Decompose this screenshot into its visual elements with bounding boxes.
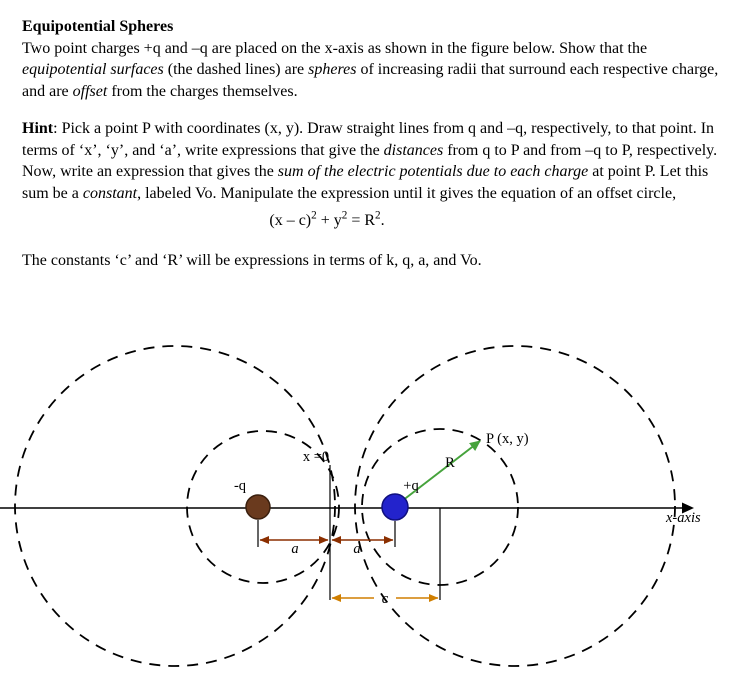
hint-label: Hint xyxy=(22,120,54,137)
text-run: = R xyxy=(347,212,376,229)
text-run: of increasing radii that surround each respective charge, and are xyxy=(22,61,719,100)
text-run: distances xyxy=(383,141,444,159)
text-run: offset xyxy=(72,82,108,100)
figure xyxy=(0,337,744,675)
page-title: Equipotential Spheres xyxy=(22,18,174,35)
document-text xyxy=(22,16,722,271)
equipotential-circle-outer-left xyxy=(15,346,335,666)
text-run: spheres xyxy=(308,61,357,78)
text-run: from the charges themselves. xyxy=(107,82,298,100)
text-run: Two point charges +q and –q are placed on the x-axis as shown in the figure below. Show that the xyxy=(22,39,648,57)
intro-paragraph xyxy=(22,38,722,103)
pos-charge-dot xyxy=(382,494,408,520)
text-run: (the dashed lines) are xyxy=(163,61,309,78)
hint-paragraph xyxy=(22,118,722,204)
text-run: , labeled Vo. Manipulate the expression until it gives the equation of an offset circle, xyxy=(137,184,677,202)
text-run: sum of the electric potentials due to each charge xyxy=(277,163,589,180)
point-p-label: P (x, y) xyxy=(486,431,529,447)
text-run: + y xyxy=(316,212,342,229)
text-run: at point P. Let this sum be a xyxy=(22,163,709,202)
radius-label: R xyxy=(445,455,455,471)
text-run: equipotential surfaces xyxy=(22,61,164,78)
superscript: 2 xyxy=(311,209,317,222)
text-run: (x – c) xyxy=(269,212,312,229)
x-axis-label: x-axis xyxy=(666,510,701,526)
superscript: 2 xyxy=(341,209,348,222)
figure-svg xyxy=(0,337,744,675)
text-run: from q to P and from –q to P, respectively. Now, write an expression that gives the xyxy=(22,141,718,180)
pos-charge-label: +q xyxy=(403,478,419,494)
text-run: : Pick a point P with coordinates (x, y). Draw straight lines from q and –q, respectively, to that point. In terms of ‘x’, ‘y’, and ‘a’, write expressions that give the xyxy=(22,120,715,159)
text-run: . xyxy=(380,212,385,229)
neg-charge-dot xyxy=(246,495,270,519)
origin-label: x =0 xyxy=(302,449,330,465)
neg-charge-label: -q xyxy=(233,478,247,494)
closing-paragraph: The constants ‘c’ and ‘R’ will be expressions in terms of k, q, a, and Vo. xyxy=(22,251,482,269)
text-run: constant xyxy=(82,184,138,202)
offset-circle-equation xyxy=(22,210,632,232)
a-label-right: a xyxy=(353,541,361,557)
c-label: c xyxy=(381,591,389,607)
a-label-left: a xyxy=(291,541,299,557)
superscript: 2 xyxy=(375,209,381,222)
